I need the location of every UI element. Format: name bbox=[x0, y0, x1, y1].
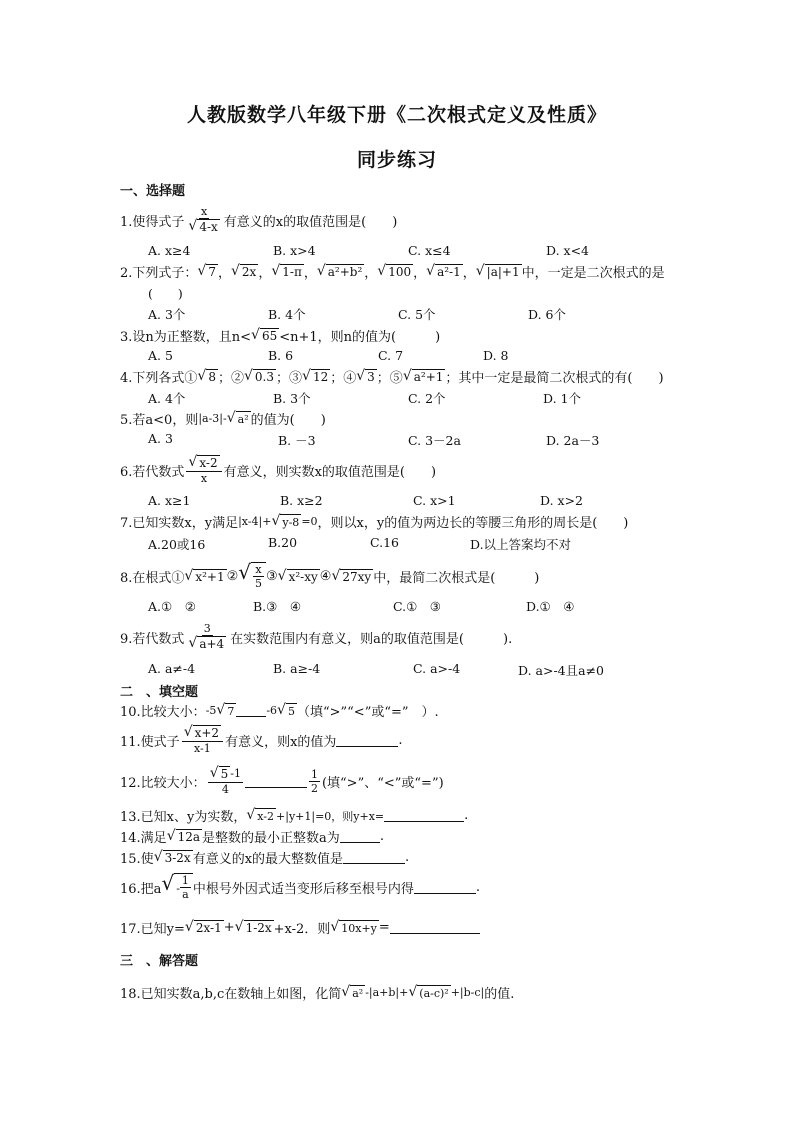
page-title: 人教版数学八年级下册《二次根式定义及性质》 bbox=[186, 104, 607, 126]
q6-option-c[interactable]: C. x>1 bbox=[413, 493, 456, 508]
page-subtitle: 同步练习 bbox=[356, 149, 437, 171]
question-3: 3.设n为正整数，且n< √ 65 <n+1，则n的值为( ) bbox=[120, 326, 441, 345]
q4-option-d[interactable]: D. 1个 bbox=[543, 391, 581, 406]
q13-answer-blank[interactable] bbox=[384, 809, 464, 822]
q11-fraction: √ x+2 x-1 bbox=[182, 725, 223, 756]
q5-option-b[interactable]: B. －3 bbox=[278, 433, 316, 448]
question-4: 4.下列各式① √ 8 ；② √ 0.3 ；③ √ 12 ；④ √ 3 ；⑤ √ a²+1 ；其中一定是最简二次根式的有( ) bbox=[120, 367, 664, 386]
q8-option-b[interactable]: B.③ ④ bbox=[253, 599, 302, 614]
question-12: 12.比较大小： √ 5 -1 4 $\frac{1}{2}$ (填“>”、“<”或“=”) bbox=[120, 765, 444, 796]
q5-option-d[interactable]: D. 2a－3 bbox=[546, 433, 600, 448]
q10-answer-blank[interactable] bbox=[236, 704, 266, 717]
q5-option-a[interactable]: A. 3 bbox=[148, 431, 173, 446]
question-16: 16.把a √ - $\frac{1}{a}$ 中根号外因式适当变形后移至根号内得 . bbox=[120, 871, 481, 901]
q9-option-d[interactable]: D. a>-4且a≠0 bbox=[518, 663, 605, 678]
q16-answer-blank[interactable] bbox=[414, 881, 476, 894]
q3-option-c[interactable]: C. 7 bbox=[378, 348, 404, 363]
q4-option-b[interactable]: B. 3个 bbox=[273, 391, 311, 406]
q9-fraction: 3 √ a+4 bbox=[188, 622, 225, 651]
question-1: 1.使得式子 x √ 4-x 有意义的x的取值范围是( ) bbox=[120, 205, 398, 234]
q1-option-c[interactable]: C. x≤4 bbox=[408, 243, 451, 258]
question-5: 5.若a<0，则 |a-3|- √ a² 的值为( ) bbox=[120, 409, 326, 428]
q6-option-a[interactable]: A. x≥1 bbox=[148, 493, 191, 508]
question-10: 10.比较大小： -5 √ 7 -6 √ 5 （填“>”“<”或“=” ）. bbox=[120, 701, 439, 720]
q2-option-b[interactable]: B. 4个 bbox=[268, 307, 306, 322]
q9-option-c[interactable]: C. a>-4 bbox=[413, 661, 461, 676]
q17-answer-blank[interactable] bbox=[390, 921, 480, 934]
q11-answer-blank[interactable] bbox=[336, 734, 398, 747]
q1-option-a[interactable]: A. x≥4 bbox=[148, 243, 191, 258]
q15-answer-blank[interactable] bbox=[343, 851, 405, 864]
question-15: 15.使 √ 3-2x 有意义的x的最大整数值是 . bbox=[120, 848, 410, 867]
question-9: 9.若代数式 3 √ a+4 在实数范围内有意义，则a的取值范围是( ). bbox=[120, 622, 513, 651]
question-14: 14.满足 √ 12a 是整数的最小正整数a为 . bbox=[120, 827, 384, 846]
q9-option-b[interactable]: B. a≥-4 bbox=[273, 661, 321, 676]
q6-option-b[interactable]: B. x≥2 bbox=[280, 493, 323, 508]
q7-option-a[interactable]: A.20或16 bbox=[148, 537, 206, 552]
q12-fraction-a: √ 5 -1 4 bbox=[209, 765, 241, 796]
q12-fraction-b: $\frac{1}{2}$ bbox=[310, 767, 318, 795]
q2-paren: ( ) bbox=[148, 286, 183, 301]
q4-option-c[interactable]: C. 2个 bbox=[408, 391, 446, 406]
question-2: 2.下列式子： √ 7 ， √ 2x ， √ 1-π ， √ a²+b² ， √ 100 ， √ a²-1 ， √ |a|+1 中，一定是二次根式的是 bbox=[120, 262, 665, 281]
q12-answer-blank[interactable] bbox=[245, 775, 307, 788]
section-fill: 二 、填空题 bbox=[120, 685, 199, 700]
q2-option-d[interactable]: D. 6个 bbox=[528, 307, 566, 322]
q5-option-c[interactable]: C. 3－2a bbox=[408, 433, 461, 448]
q14-answer-blank[interactable] bbox=[340, 830, 380, 843]
question-6: 6.若代数式 √ x-2 x 有意义，则实数x的取值范围是( ) bbox=[120, 454, 437, 485]
q7-option-d[interactable]: D.以上答案均不对 bbox=[470, 537, 572, 552]
q7-option-b[interactable]: B.20 bbox=[268, 535, 298, 550]
q8-option-d[interactable]: D.① ④ bbox=[526, 599, 575, 614]
q4-option-a[interactable]: A. 4个 bbox=[148, 391, 186, 406]
q3-option-b[interactable]: B. 6 bbox=[268, 348, 294, 363]
question-7: 7.已知实数x，y满足 |x-4|+ √ y-8 =0 ，则以x，y的值为两边长的等腰三角形的周长是( ) bbox=[120, 512, 629, 531]
section-solve: 三 、解答题 bbox=[120, 954, 199, 969]
q2-option-c[interactable]: C. 5个 bbox=[398, 307, 436, 322]
question-17: 17.已知y= √ 2x-1 + √ 1-2x +x-2．则 √ 10x+y = bbox=[120, 918, 480, 937]
q6-option-d[interactable]: D. x>2 bbox=[540, 493, 583, 508]
q3-option-d[interactable]: D. 8 bbox=[483, 348, 509, 363]
question-13: 13.已知x、y为实数， √ x-2 +|y+1|=0，则y+x= . bbox=[120, 806, 469, 825]
q2-option-a[interactable]: A. 3个 bbox=[148, 307, 186, 322]
q1-option-b[interactable]: B. x>4 bbox=[273, 243, 316, 258]
question-11: 11.使式子 √ x+2 x-1 有意义，则x的值为 . bbox=[120, 724, 403, 755]
q1-fraction: x √ 4-x bbox=[188, 205, 218, 234]
q8-option-c[interactable]: C.① ③ bbox=[393, 599, 442, 614]
q1-option-d[interactable]: D. x<4 bbox=[546, 243, 589, 258]
question-18: 18.已知实数a,b,c在数轴上如图，化简 √ a² -|a+b|+ √ (a-c)² +|b-c| 的值. bbox=[120, 983, 515, 1002]
section-choice: 一、选择题 bbox=[120, 184, 186, 199]
q8-option-a[interactable]: A.① ② bbox=[148, 599, 196, 614]
question-8: 8.在根式① √ x²+1 ② √ $\frac{x}{5}$ ③ √ x²-xy ④ √ 27xy 中，最简二次根式是( ) bbox=[120, 560, 540, 590]
q9-option-a[interactable]: A. a≠-4 bbox=[148, 661, 196, 676]
q7-option-c[interactable]: C.16 bbox=[370, 535, 399, 550]
q3-option-a[interactable]: A. 5 bbox=[148, 348, 173, 363]
q6-fraction: √ x-2 x bbox=[186, 455, 221, 486]
